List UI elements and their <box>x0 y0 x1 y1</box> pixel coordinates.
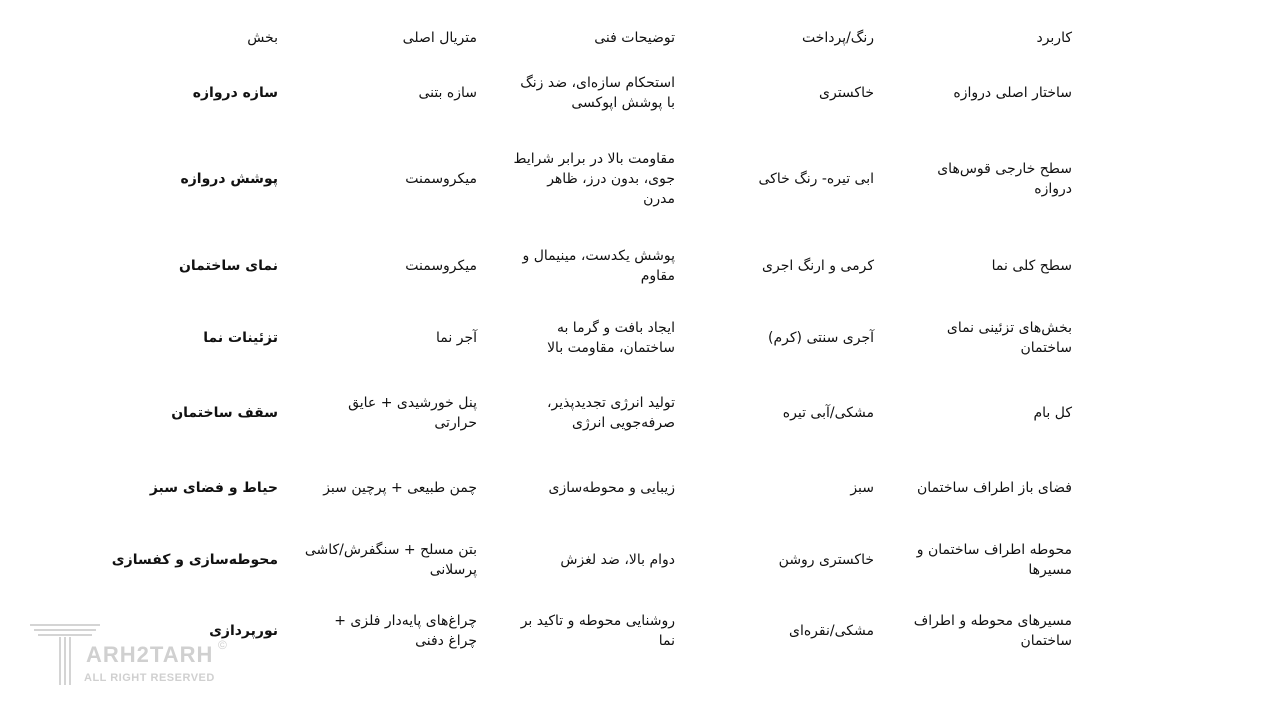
row-2-usage: سطح خارجی قوس‌های دروازه <box>937 161 1072 197</box>
row-5-section: سقف ساختمان <box>171 405 278 421</box>
row-6-description: زیبایی و محوطه‌سازی <box>548 480 675 496</box>
row-3-material: میکروسمنت <box>405 258 477 274</box>
row-3-section: نمای ساختمان <box>178 258 278 274</box>
row-5-material: پنل خورشیدی + عایق حرارتی <box>348 395 477 431</box>
header-material: متریال اصلی <box>402 30 477 46</box>
row-7-material: بتن مسلح + سنگفرش/کاشی پرسلانی <box>304 542 477 578</box>
watermark-subtitle: ALL RIGHT RESERVED <box>84 672 215 684</box>
row-6-usage: فضای باز اطراف ساختمان <box>916 480 1072 496</box>
row-4-color: آجری سنتی (کرم) <box>768 330 874 346</box>
row-3-description: پوشش یکدست، مینیمال و مقاوم <box>522 248 675 284</box>
row-2-material: میکروسمنت <box>405 171 477 187</box>
row-2-color: ابی تیره- رنگ خاکی <box>758 171 874 187</box>
row-1-usage: ساختار اصلی دروازه <box>953 85 1072 101</box>
row-5-description: تولید انرژی تجدیدپذیر، صرفه‌جویی انرژی <box>546 395 675 431</box>
header-description: توضیحات فنی <box>594 30 675 46</box>
row-3-color: کرمی و ارنگ اجری <box>762 258 874 274</box>
row-5-color: مشکی/آبی تیره <box>782 405 874 421</box>
header-section: بخش <box>247 30 278 46</box>
watermark-brand: ARH2TARH <box>86 642 214 667</box>
row-6-section: حیاط و فضای سبز <box>149 480 278 496</box>
row-1-material: سازه بتنی <box>418 85 477 101</box>
row-4-description: ایجاد بافت و گرما به ساختمان، مقاومت بالا <box>547 320 675 356</box>
row-4-section: تزئینات نما <box>203 330 278 346</box>
row-8-description: روشنایی محوطه و تاکید بر نما <box>520 613 675 649</box>
row-4-usage: بخش‌های تزئینی نمای ساختمان <box>946 320 1072 356</box>
row-8-color: مشکی/نقره‌ای <box>789 623 874 639</box>
header-color: رنگ/پرداخت <box>801 30 874 46</box>
copyright-icon: © <box>218 638 227 652</box>
row-1-description: استحکام سازه‌ای، ضد زنگ با پوشش اپوکسی <box>520 75 675 111</box>
row-7-color: خاکستری روشن <box>778 552 874 568</box>
row-2-description: مقاومت بالا در برابر شرایط جوی، بدون درز، ظاهر مدرن <box>513 151 675 207</box>
row-8-usage: مسیرهای محوطه و اطراف ساختمان <box>913 613 1072 649</box>
row-1-section: سازه دروازه <box>192 85 278 101</box>
row-1-color: خاکستری <box>819 85 874 101</box>
header-usage: کاربرد <box>1036 30 1072 46</box>
row-7-description: دوام بالا، ضد لغزش <box>560 552 675 568</box>
row-4-material: آجر نما <box>436 330 477 346</box>
row-7-section: محوطه‌سازی و کفسازی <box>111 552 278 568</box>
row-3-usage: سطح کلی نما <box>991 258 1072 274</box>
row-7-usage: محوطه اطراف ساختمان و مسیرها <box>916 542 1072 578</box>
logo-t-icon <box>28 622 108 688</box>
row-5-usage: کل بام <box>1033 405 1072 421</box>
row-6-color: سبز <box>850 480 874 496</box>
row-6-material: چمن طبیعی + پرچین سبز <box>323 480 477 496</box>
row-2-section: پوشش دروازه <box>180 171 278 187</box>
row-8-section: نورپردازی <box>209 623 278 639</box>
row-8-material: چراغ‌های پایه‌دار فلزی + چراغ دفنی <box>334 613 477 649</box>
